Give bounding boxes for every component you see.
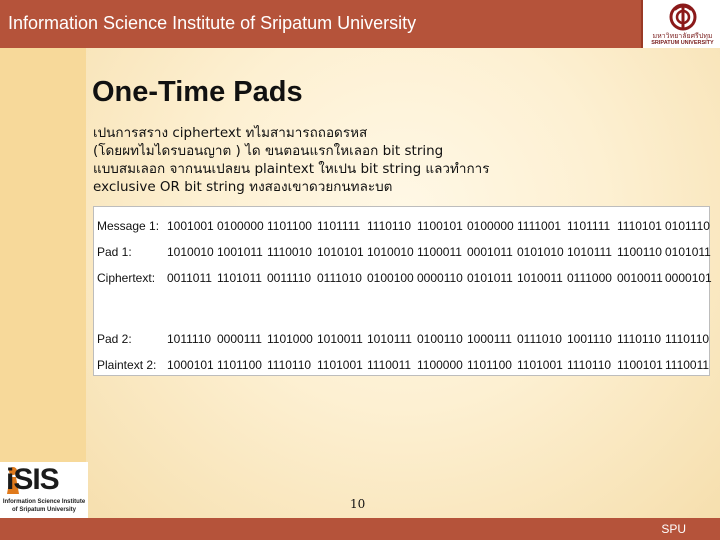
isis-logo-line2: of Sripatum University [11,507,76,513]
table-cell: 1101001 [317,358,363,372]
table-cell: 0000111 [217,332,262,346]
table-cell: 0011011 [167,271,212,285]
table-cell: 1101000 [267,332,313,346]
table-row [94,358,709,374]
header-bar [0,0,720,48]
table-cell: 1010011 [517,271,563,285]
table-cell: 1001001 [167,219,214,233]
table-cell: 0101010 [517,245,564,259]
table-cell: 1101100 [267,219,312,233]
table-cell: 1010111 [367,332,412,346]
table-cell: 1110110 [367,219,412,233]
table-cell: 1100110 [617,245,662,259]
logo-text-english: SRIPATUM UNIVERSITY [651,40,714,46]
table-cell: 1000101 [167,358,214,372]
table-cell: 1101001 [517,358,563,372]
row-label: Pad 2: [97,332,132,346]
row-label: Message 1: [97,219,160,233]
table-cell: 1110110 [665,332,710,346]
table-cell: 1110110 [267,358,312,372]
table-cell: 1101100 [467,358,512,372]
table-cell: 1100011 [417,245,462,259]
table-cell: 1111001 [517,219,562,233]
table-cell: 1100000 [417,358,463,372]
table-cell: 1001110 [567,332,612,346]
table-cell: 0101011 [665,245,711,259]
table-cell: 0100000 [467,219,514,233]
table-cell: 1011110 [167,332,212,346]
table-cell: 0011110 [267,271,312,285]
table-cell: 1110110 [617,332,662,346]
body-line: เปนการสราง ciphertext ทไมสามารถถอดรหส [93,125,368,141]
header-title: Information Science Institute of Sripatum University [8,13,417,33]
table-cell: 0100000 [217,219,264,233]
table-cell: 0000101 [665,271,712,285]
table-cell: 0111000 [567,271,612,285]
page-number: 10 [350,497,366,511]
row-label: Plaintext 2: [97,358,157,372]
table-cell: 1010011 [317,332,363,346]
table-cell: 0101011 [467,271,513,285]
row-label: Ciphertext: [97,271,156,285]
table-cell: 0100110 [417,332,463,346]
footer-bar [0,518,720,540]
table-cell: 0010011 [617,271,663,285]
table-cell: 1101111 [317,219,361,233]
table-row [94,245,709,261]
table-cell: 1001011 [217,245,263,259]
slide-title: One-Time Pads [92,76,303,108]
table-cell: 1101111 [567,219,611,233]
isis-logo-line1: Information Science Institute [2,499,86,505]
table-cell: 1010010 [167,245,214,259]
one-time-pad-table [93,206,710,376]
table-cell: 1000111 [467,332,512,346]
table-cell: 1100101 [617,358,663,372]
table-cell: 1110110 [567,358,612,372]
row-label: Pad 1: [97,245,132,259]
table-cell: 1110011 [367,358,412,372]
logo-text-thai: มหาวิทยาลัยศรีปทุม [652,32,713,40]
body-line: (โดยผทไมไดรบอนญาต ) ได ขนตอนแรกใหเลอก bit string [93,143,444,159]
table-cell: 0100100 [367,271,414,285]
table-cell: 1110101 [617,219,662,233]
table-cell: 0000110 [417,271,463,285]
table-cell: 1101100 [217,358,262,372]
table-cell: 0001011 [467,245,513,259]
university-logo [641,0,720,48]
university-emblem-icon [668,3,698,31]
table-cell: 1010111 [567,245,612,259]
table-cell: 0111010 [517,332,562,346]
table-cell: 1010010 [367,245,414,259]
isis-logo [0,462,88,518]
isis-logo-mark: iSIS [6,463,59,496]
table-cell: 1101011 [217,271,262,285]
table-row [94,271,712,287]
table-cell: 1110011 [665,358,710,372]
table-row [94,332,709,348]
table-cell: 0111010 [317,271,362,285]
table-cell: 0101110 [665,219,710,233]
body-line: exclusive OR bit string ทงสองเขาดวยกนทละบต [93,179,393,195]
table-row [94,219,709,235]
body-line: แบบสมเลอก จากนนเปลยน plaintext ใหเปน bit string แลวทำการ [93,161,490,177]
footer-text: SPU [661,522,686,536]
table-cell: 1110010 [267,245,312,259]
table-cell: 1100101 [417,219,463,233]
table-cell: 1010101 [317,245,364,259]
